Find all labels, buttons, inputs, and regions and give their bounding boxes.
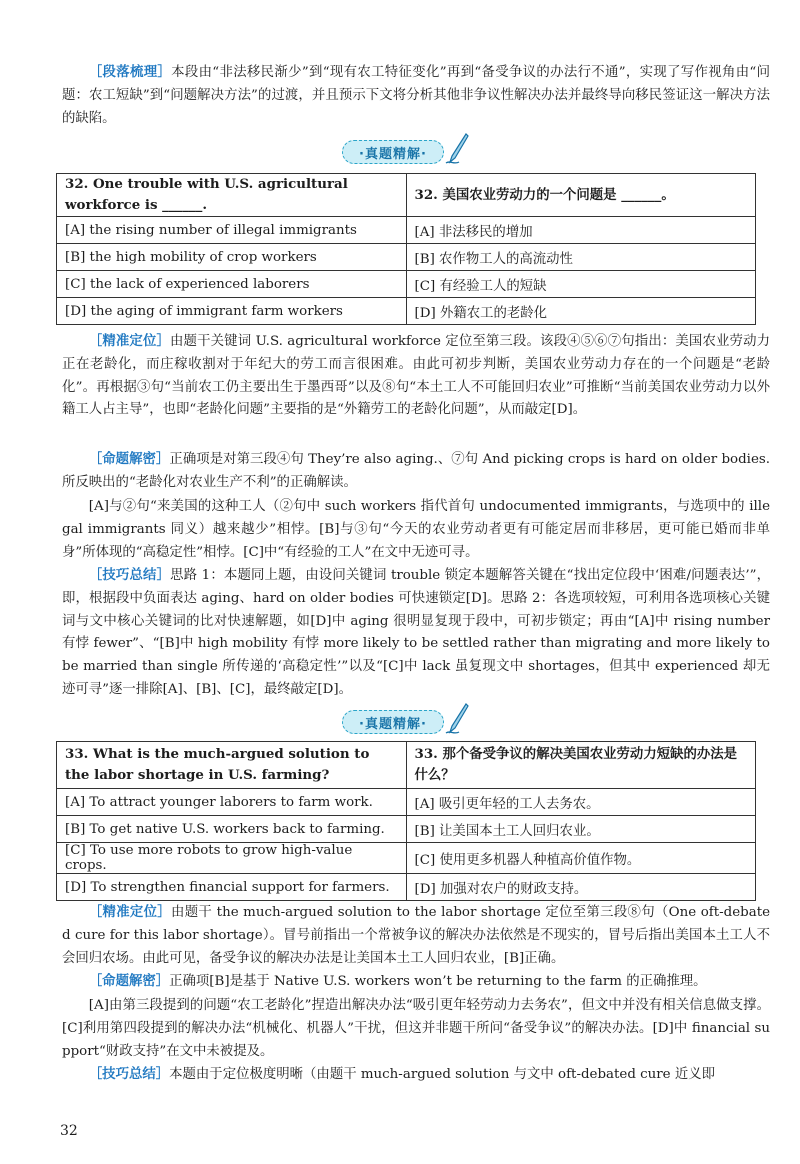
q33-option-d-zh: [D] 加强对农户的财政支持。 [406,874,756,901]
pen-icon [444,702,470,736]
q33-option-c-en: [C] To use more robots to grow high-value crops. [57,843,407,874]
q32-locate-paragraph [62,331,770,422]
q33-option-a-en: [A] To attract younger laborers to farm work. [57,789,407,816]
q33-decode-tag: ［命题解密］ [88,974,170,989]
q33-option-d-en: [D] To strengthen financial support for farmers. [57,874,407,901]
question-32-table [56,173,756,325]
q33-decode-paragraph [62,971,770,994]
q33-skill-text: 本题由于定位极度明晰（由题干 much-argued solution 与文中 oft-debated cure 近义即 [169,1067,716,1082]
q32-option-a-zh: [A] 非法移民的增加 [406,217,756,244]
pen-icon [444,132,470,166]
table-row [57,244,756,271]
q32-locate-text: 由题干关键词 U.S. agricultural workforce 定位至第三段。该段④⑤⑥⑦句指出：美国农业劳动力正在老龄化，而庄稼收割对于年纪大的劳工而言很困难。由此可初步判断，美国农业劳动力存在的一个问题是“老龄化”。再根据③句“当前农工仍主要出生于墨西哥”以及⑧句“本土工人不可能回归农业”可推断“当前美国农业劳动力以外籍工人占主导”，也即“老龄化问题”主要指的是“外籍劳工的老龄化问题”，从而敲定[D]。 [62,334,770,418]
table-row [57,789,756,816]
intro-tag: ［段落梳理］ [88,65,172,80]
table-row [57,843,756,874]
intro-paragraph [62,62,770,130]
q32-wrong-options-paragraph [62,496,770,564]
q32-option-c-zh: [C] 有经验工人的短缺 [406,271,756,298]
section-banner [342,710,458,734]
q32-stem-en: 32. One trouble with U.S. agricultural workforce is ______. [57,174,407,217]
table-row [57,816,756,843]
q32-decode-text: 正确项是对第三段④句 They’re also aging.、⑦句 And picking crops is hard on older bodies.所反映出的“老龄化对农业生产不利”的正确解读。 [62,452,770,490]
table-row [57,217,756,244]
table-row [57,742,756,789]
q33-locate-paragraph [62,902,770,970]
q33-stem-zh: 33. 那个备受争议的解决美国农业劳动力短缺的办法是什么？ [406,742,756,789]
q33-option-b-zh: [B] 让美国本土工人回归农业。 [406,816,756,843]
q32-decode-tag: ［命题解密］ [88,452,170,467]
q32-option-b-en: [B] the high mobility of crop workers [57,244,407,271]
table-row [57,298,756,325]
q32-option-d-en: [D] the aging of immigrant farm workers [57,298,407,325]
question-33-table [56,741,756,901]
q32-option-c-en: [C] the lack of experienced laborers [57,271,407,298]
q33-decode-text: 正确项[B]是基于 Native U.S. workers won’t be returning to the farm 的正确推理。 [169,974,707,989]
table-row [57,271,756,298]
q32-stem-zh: 32. 美国农业劳动力的一个问题是 ______。 [406,174,756,217]
q32-option-a-en: [A] the rising number of illegal immigrants [57,217,407,244]
q32-decode-paragraph [62,449,770,495]
q33-skill-paragraph [62,1064,770,1087]
q33-stem-en: 33. What is the much-argued solution to the labor shortage in U.S. farming? [57,742,407,789]
page-number: 32 [60,1123,78,1139]
q32-option-d-zh: [D] 外籍农工的老龄化 [406,298,756,325]
q33-locate-text: 由题干 the much-argued solution to the labor shortage 定位至第三段⑧句（One oft-debated cure for this labor shortage）。冒号前指出一个常被争议的解决办法依然是不现实的，冒号后指出美国本土工人不会回归农场。由此可见，备受争议的解决办法是让美国本土工人回归农业，[B]正确。 [62,905,771,966]
q32-skill-text: 思路 1：本题同上题，由设问关键词 trouble 锁定本题解答关键在“找出定位段中‘困难/问题表达’”，即，根据段中负面表达 aging、hard on older bodies 可快速锁定[D]。思路 2：各选项较短，可利用各选项核心关键词与文中核心关键词的比对快速解题，如[D]中 aging 很明显复现于段中，可初步锁定；再由“[A]中 rising number 有悖 fewer”、“[B]中 high mobility 有悖 more likely to be settled rather than migrating and more likely to be married than single 所传递的‘高稳定性’”以及“[C]中 lack 虽复现文中 shortages，但其中 experienced 却无迹可寻”逐一排除[A]、[B]、[C]，最终敲定[D]。 [62,568,771,697]
q33-locate-tag: ［精准定位］ [88,905,172,920]
q32-wrong-options-text: [A]与②句“来美国的这种工人（②句中 such workers 指代首句 undocumented immigrants，与选项中的 illegal immigrants 同义）越来越少”相悖。[B]与③句“今天的农业劳动者更有可能定居而非移居，更可能已婚而非单身”所体现的“高稳定性”相悖。[C]中“有经验的工人”在文中无迹可寻。 [62,499,770,560]
q32-locate-tag: ［精准定位］ [88,334,171,349]
q33-wrong-options-paragraph [62,995,770,1063]
table-row [57,174,756,217]
q33-option-c-zh: [C] 使用更多机器人种植高价值作物。 [406,843,756,874]
intro-text: 本段由“非法移民渐少”到“现有农工特征变化”再到“备受争议的办法行不通”，实现了写作视角由“问题：农工短缺”到“问题解决方法”的过渡，并且预示下文将分析其他非争议性解决办法并最终导向移民签证这一解决方法的缺陷。 [62,65,770,126]
q33-skill-tag: ［技巧总结］ [88,1067,170,1082]
q33-wrong-options-text: [A]由第三段提到的问题“农工老龄化”捏造出解决办法“吸引更年轻劳动力去务农”，但文中并没有相关信息做支撑。[C]利用第四段提到的解决办法“机械化、机器人”干扰，但这并非题干所问“备受争议”的解决办法。[D]中 financial support“财政支持”在文中未被提及。 [62,998,770,1059]
table-row [57,874,756,901]
banner-label: ·真题精解· [342,140,444,164]
section-banner [342,140,458,164]
banner-label: ·真题精解· [342,710,444,734]
q32-skill-tag: ［技巧总结］ [88,568,171,583]
q32-option-b-zh: [B] 农作物工人的高流动性 [406,244,756,271]
q33-option-b-en: [B] To get native U.S. workers back to farming. [57,816,407,843]
q32-skill-paragraph [62,565,770,702]
q33-option-a-zh: [A] 吸引更年轻的工人去务农。 [406,789,756,816]
